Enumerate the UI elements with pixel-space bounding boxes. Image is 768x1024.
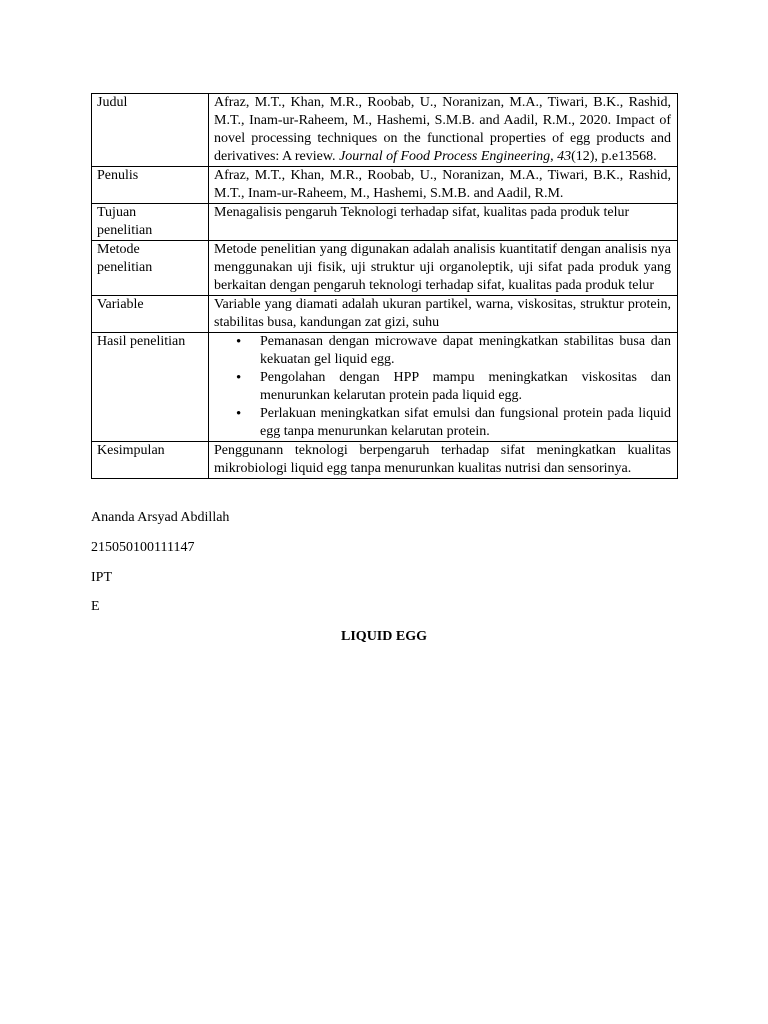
label-kesimpulan: Kesimpulan (92, 442, 209, 479)
findings-list (214, 333, 671, 441)
study-program: IPT (91, 570, 112, 585)
row-hasil (92, 333, 678, 442)
label-judul: Judul (92, 94, 209, 167)
class-label: E (91, 599, 100, 614)
value-hasil (209, 333, 678, 442)
judul-journal: Journal of Food Process Engineering (339, 149, 551, 164)
summary-table (91, 93, 678, 479)
label-metode-line2: penelitian (97, 260, 153, 275)
student-id: 215050100111147 (91, 540, 195, 555)
judul-issue-pages: (12), p.e13568. (571, 149, 657, 164)
row-kesimpulan (92, 442, 678, 479)
value-metode: Metode penelitian yang digunakan adalah analisis kuantitatif dengan analisis nya menggunakan uji fisik, uji struktur uji organoleptik, uji sifat pada produk yang berkaitan dengan pengaruh teknologi terhadap sifat, kualitas pada produk telur (209, 241, 678, 296)
author-name: Ananda Arsyad Abdillah (91, 510, 230, 525)
value-kesimpulan: Penggunann teknologi berpengaruh terhadap sifat meningkatkan kualitas mikrobiologi liquid egg tanpa menurunkan kualitas nutrisi dan sensorinya. (209, 442, 678, 479)
row-judul (92, 94, 678, 167)
judul-sep: , (550, 149, 558, 164)
row-metode (92, 241, 678, 296)
label-tujuan (92, 204, 209, 241)
value-judul (209, 94, 678, 167)
row-variable (92, 296, 678, 333)
value-tujuan: Menagalisis pengaruh Teknologi terhadap sifat, kualitas pada produk telur (209, 204, 678, 241)
finding-item: • Pengolahan dengan HPP mampu meningkatkan viskositas dan menurunkan kelarutan protein pada liquid egg. (260, 369, 671, 405)
value-penulis: Afraz, M.T., Khan, M.R., Roobab, U., Noranizan, M.A., Tiwari, B.K., Rashid, M.T., Inam-ur-Raheem, M., Hashemi, S.M.B. and Aadil, R.M. (209, 167, 678, 204)
section-title: LIQUID EGG (341, 629, 427, 644)
value-variable: Variable yang diamati adalah ukuran partikel, warna, viskositas, struktur protein, stabilitas busa, kandungan zat gizi, suhu (209, 296, 678, 333)
row-tujuan (92, 204, 678, 241)
label-tujuan-line2: penelitian (97, 223, 153, 238)
label-penulis: Penulis (92, 167, 209, 204)
label-tujuan-line1: Tujuan (97, 205, 137, 220)
finding-item: • Perlakuan meningkatkan sifat emulsi dan fungsional protein pada liquid egg tanpa menurunkan kelarutan protein. (260, 405, 671, 441)
judul-volume: 43 (557, 149, 572, 164)
label-metode-line1: Metode (97, 242, 140, 257)
row-penulis (92, 167, 678, 204)
finding-item: • Pemanasan dengan microwave dapat meningkatkan stabilitas busa dan kekuatan gel liquid egg. (260, 333, 671, 369)
label-variable: Variable (92, 296, 209, 333)
label-metode (92, 241, 209, 296)
label-hasil: Hasil penelitian (92, 333, 209, 442)
judul-citation: Afraz, M.T., Khan, M.R., Roobab, U., Noranizan, M.A., Tiwari, B.K., Rashid, M.T., Inam-ur-Raheem, M., Hashemi, S.M.B. and Aadil, R.M., 2020. Impact of novel processing techniques on the functional properties of egg products and derivatives: A review. (214, 95, 671, 164)
